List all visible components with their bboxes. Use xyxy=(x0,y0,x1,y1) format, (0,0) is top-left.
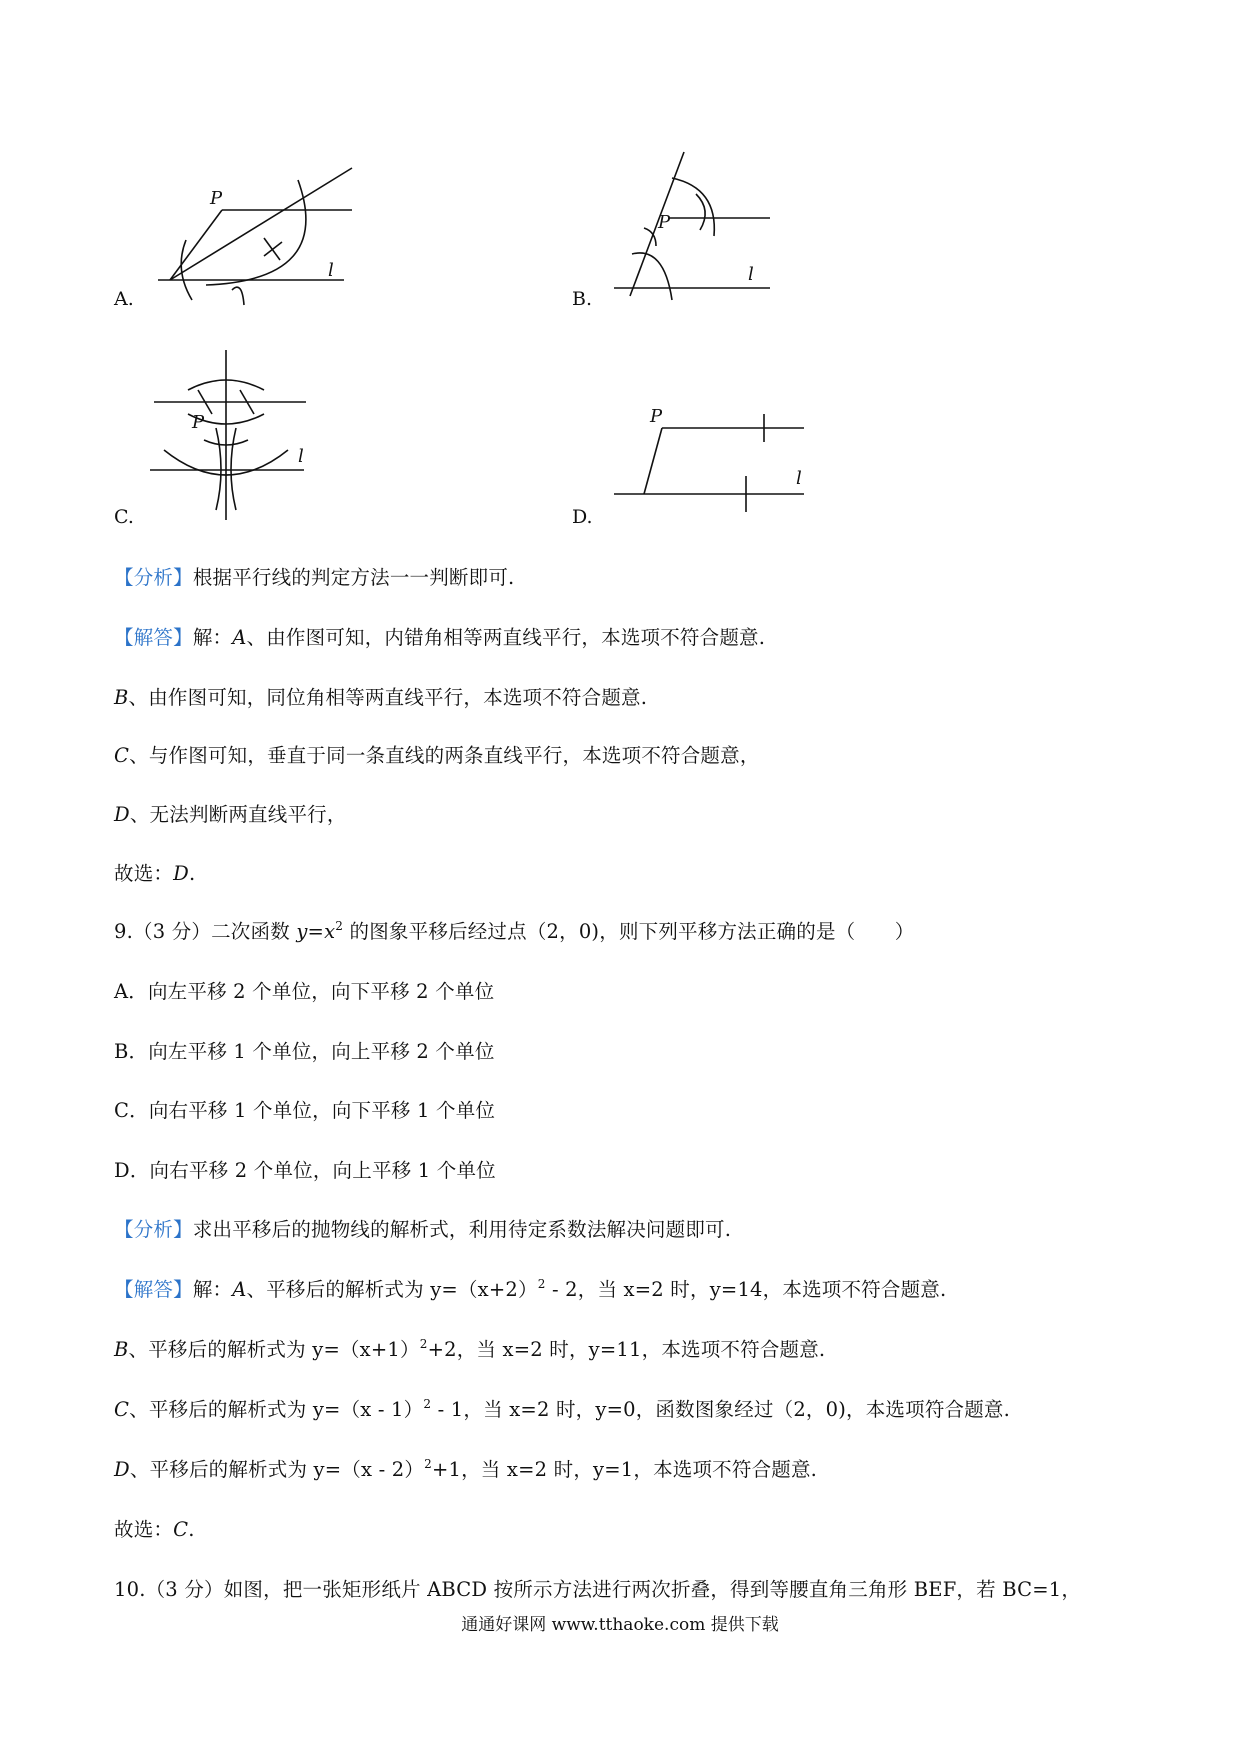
option-d-label: D. xyxy=(572,506,593,528)
answer-exp: 2 xyxy=(419,1337,428,1351)
q9-stem xyxy=(114,916,914,944)
q9-answer-line-a xyxy=(114,1274,946,1302)
answer-lead: 解： xyxy=(192,1278,233,1301)
answer-post: - 1，当 x=2 时，y=0，函数图象经过（2，0)，本选项符合题意. xyxy=(431,1398,1011,1421)
construction-c-svg xyxy=(114,350,374,530)
point-p-label: P xyxy=(658,212,671,233)
answer-post: - 2，当 x=2 时，y=14，本选项不符合题意. xyxy=(545,1278,947,1301)
point-p-label: P xyxy=(192,412,205,433)
line-l-label: l xyxy=(796,468,802,489)
q8-analysis xyxy=(114,562,514,590)
line-l-label: l xyxy=(748,264,754,285)
option-letter: D xyxy=(114,803,130,826)
q9-answer-line-c xyxy=(114,1394,1010,1422)
option-letter: A xyxy=(232,626,247,649)
fn-exp: 2 xyxy=(335,919,344,933)
choice-suffix: . xyxy=(188,862,196,885)
construction-d-svg xyxy=(572,360,832,530)
figure-option-a xyxy=(114,160,374,310)
answer-exp: 2 xyxy=(424,1457,432,1471)
construction-b-svg xyxy=(572,150,812,310)
answer-text: 、由作图可知，内错角相等两直线平行，本选项不符合题意. xyxy=(246,626,766,649)
fn-eq: = xyxy=(307,920,325,943)
option-letter: C xyxy=(114,744,130,767)
construction-a-svg xyxy=(114,160,374,310)
stem-part: 9.（3 分）二次函数 xyxy=(114,920,297,943)
q9-answer-line-b xyxy=(114,1334,825,1362)
point-p-label: P xyxy=(650,406,663,427)
option-letter: A xyxy=(232,1278,247,1301)
q8-choice xyxy=(114,858,195,886)
q8-answer-line-b xyxy=(114,682,647,710)
q8-answer-line-c xyxy=(114,740,760,768)
answer-tag: 【解答】 xyxy=(114,1278,193,1301)
answer-text: 、由作图可知，同位角相等两直线平行，本选项不符合题意. xyxy=(128,686,648,709)
q9-answer-line-d xyxy=(114,1454,817,1482)
choice-prefix: 故选： xyxy=(114,1518,174,1541)
answer-lead: 解： xyxy=(192,626,233,649)
page-footer: 通通好课网 www.tthaoke.com 提供下载 xyxy=(461,1615,779,1635)
option-letter: B xyxy=(114,1338,129,1361)
choice-prefix: 故选： xyxy=(114,862,174,885)
q9-option-c: C．向右平移 1 个单位，向下平移 1 个单位 xyxy=(114,1099,496,1122)
answer-post: +2，当 x=2 时，y=11，本选项不符合题意. xyxy=(427,1338,826,1361)
q9-option-d: D．向右平移 2 个单位，向上平移 1 个单位 xyxy=(114,1159,496,1182)
answer-exp: 2 xyxy=(537,1277,546,1291)
fn-y: y xyxy=(296,920,308,943)
answer-tag: 【解答】 xyxy=(114,626,193,649)
answer-pre: 、平移后的解析式为 y=（x+1） xyxy=(128,1338,420,1361)
q9-option-b: B．向左平移 1 个单位，向上平移 2 个单位 xyxy=(114,1040,495,1063)
figure-option-c xyxy=(114,350,374,530)
answer-exp: 2 xyxy=(423,1397,432,1411)
point-p-label: P xyxy=(210,188,223,209)
analysis-tag: 【分析】 xyxy=(114,566,193,589)
q10-stem: 10.（3 分）如图，把一张矩形纸片 ABCD 按所示方法进行两次折叠，得到等腰直角三角形 BEF，若 BC=1， xyxy=(114,1578,1082,1601)
option-b-label: B. xyxy=(572,288,593,310)
line-l-label: l xyxy=(298,446,304,467)
q9-analysis xyxy=(114,1214,731,1242)
analysis-text: 求出平移后的抛物线的解析式，利用待定系数法解决问题即可. xyxy=(192,1218,732,1241)
stem-part: 的图象平移后经过点（2，0)，则下列平移方法正确的是（ ） xyxy=(343,920,915,943)
q9-option-a: A．向左平移 2 个单位，向下平移 2 个单位 xyxy=(114,980,495,1003)
analysis-tag: 【分析】 xyxy=(114,1218,193,1241)
figure-option-b xyxy=(572,150,812,310)
answer-pre: 、平移后的解析式为 y=（x - 2） xyxy=(129,1458,425,1481)
choice-letter: C xyxy=(173,1518,189,1541)
option-letter: B xyxy=(114,686,129,709)
answer-post: +1，当 x=2 时，y=1，本选项不符合题意. xyxy=(431,1458,818,1481)
line-l-label: l xyxy=(328,260,334,281)
answer-text: 、无法判断两直线平行， xyxy=(129,803,347,826)
choice-suffix: . xyxy=(188,1518,195,1541)
figure-option-d xyxy=(572,360,832,530)
q9-choice xyxy=(114,1514,195,1542)
answer-pre: 、平移后的解析式为 y=（x - 1） xyxy=(129,1398,424,1421)
fn-x: x xyxy=(324,920,336,943)
option-letter: C xyxy=(114,1398,130,1421)
answer-pre: 、平移后的解析式为 y=（x+2） xyxy=(246,1278,538,1301)
option-a-label: A. xyxy=(114,288,134,310)
analysis-text: 根据平行线的判定方法一一判断即可. xyxy=(192,566,515,589)
answer-text: 、与作图可知，垂直于同一条直线的两条直线平行，本选项不符合题意， xyxy=(129,744,760,767)
q8-answer-line-a xyxy=(114,622,765,650)
option-c-label: C. xyxy=(114,506,134,528)
q8-answer-line-d xyxy=(114,799,347,827)
choice-letter: D xyxy=(173,862,189,885)
option-letter: D xyxy=(114,1458,130,1481)
